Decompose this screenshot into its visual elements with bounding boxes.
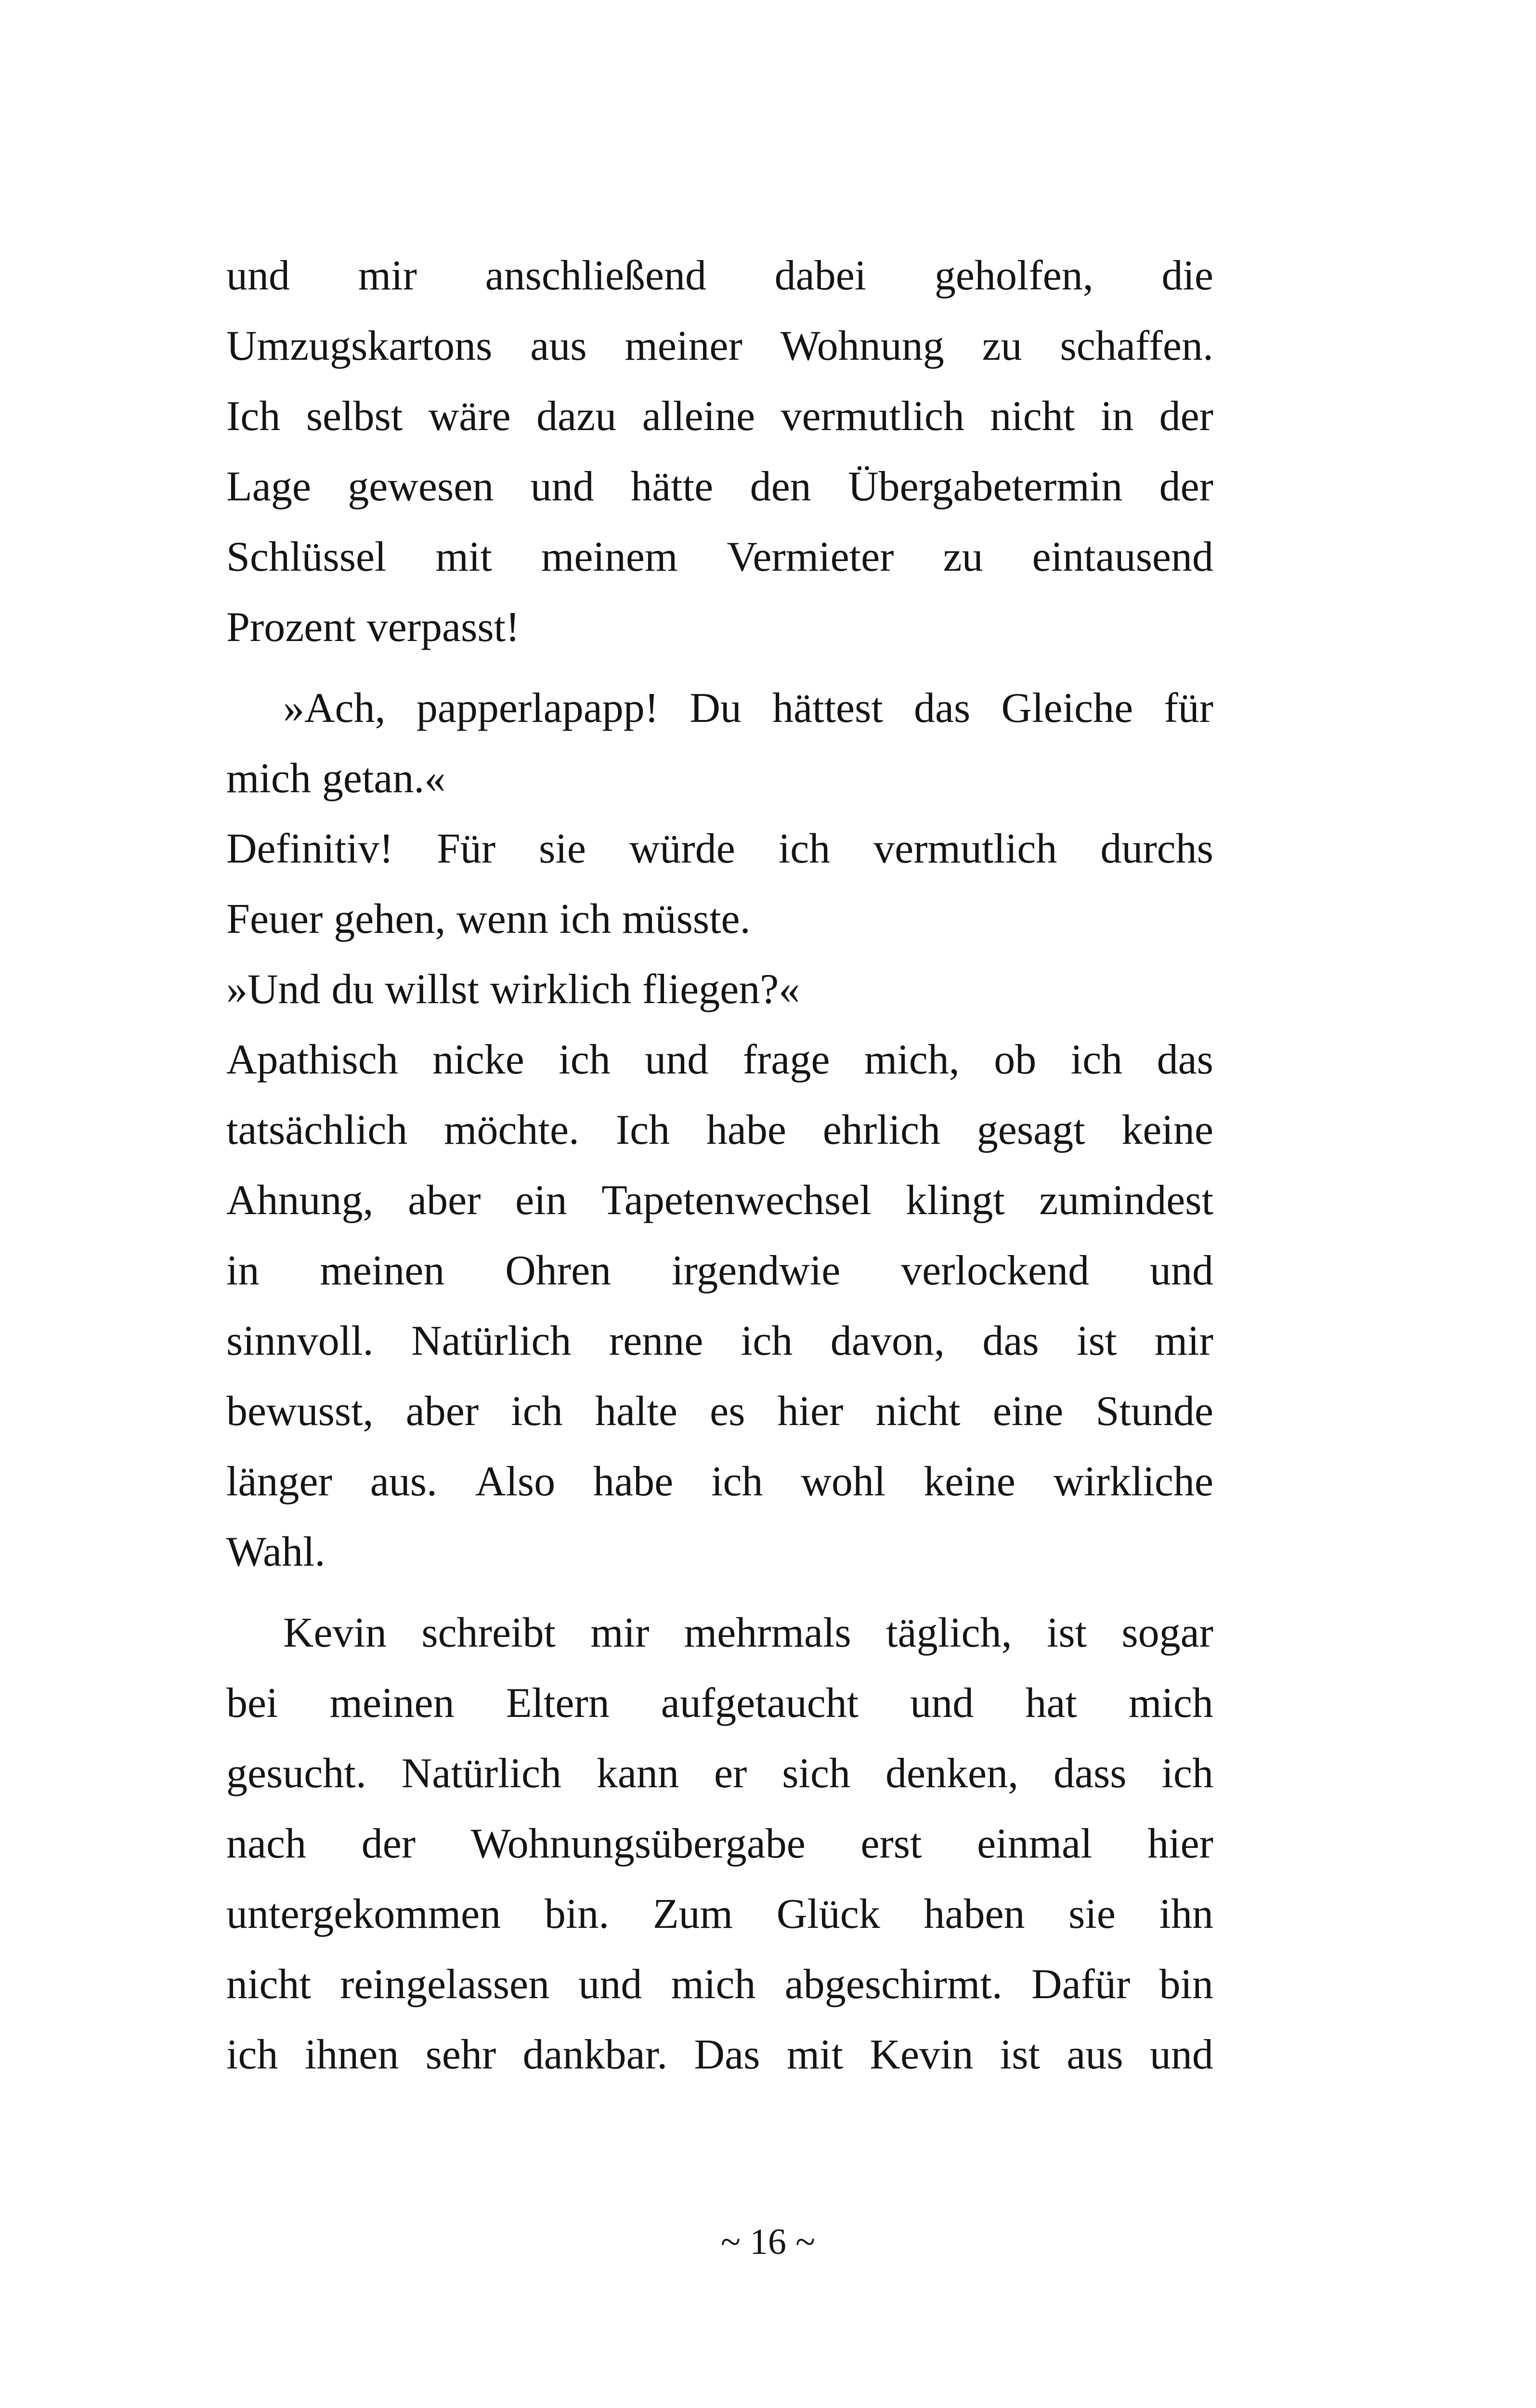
word: ich bbox=[741, 1318, 793, 1364]
word: Du bbox=[690, 685, 742, 732]
word: aber bbox=[405, 1388, 479, 1435]
word: bin. bbox=[544, 1891, 610, 1937]
word: gesagt bbox=[976, 1107, 1085, 1153]
word: müsste. bbox=[622, 896, 751, 942]
word: mich bbox=[226, 755, 311, 802]
text-line bbox=[226, 1025, 1213, 1095]
word: ist bbox=[1046, 1610, 1087, 1656]
word: verpasst! bbox=[366, 604, 520, 651]
word: mich bbox=[1128, 1680, 1213, 1727]
text-line bbox=[226, 2020, 1213, 2090]
word: und bbox=[1149, 2031, 1213, 2078]
word: wirkliche bbox=[1053, 1458, 1213, 1505]
word: ehrlich bbox=[822, 1107, 941, 1153]
word: wirklich bbox=[490, 966, 632, 1013]
word: irgendwie bbox=[672, 1247, 841, 1294]
word: gesucht. bbox=[226, 1750, 366, 1797]
word: und bbox=[1149, 1247, 1213, 1294]
word: eintausend bbox=[1032, 534, 1213, 580]
word: er bbox=[714, 1750, 747, 1797]
word: Also bbox=[475, 1458, 556, 1505]
word: renne bbox=[609, 1318, 703, 1364]
word: Ich bbox=[615, 1107, 670, 1153]
text-line bbox=[226, 1306, 1213, 1376]
text-line bbox=[226, 884, 1213, 955]
word: einmal bbox=[977, 1820, 1093, 1867]
word: meinem bbox=[541, 534, 678, 580]
word: sogar bbox=[1121, 1610, 1213, 1656]
text-line bbox=[226, 1598, 1213, 1668]
word: davon, bbox=[830, 1318, 945, 1364]
word: dass bbox=[1054, 1750, 1127, 1797]
word: meiner bbox=[625, 323, 742, 369]
text-line bbox=[226, 1165, 1213, 1236]
word: ist bbox=[1000, 2031, 1040, 2078]
text-line bbox=[226, 1095, 1213, 1165]
word: bewusst, bbox=[226, 1388, 374, 1435]
word: schaffen. bbox=[1060, 323, 1213, 369]
word: mit bbox=[786, 2031, 844, 2078]
word: mit bbox=[435, 534, 492, 580]
word: dankbar. bbox=[522, 2031, 668, 2078]
word: zu bbox=[982, 323, 1022, 369]
word: Natürlich bbox=[411, 1318, 572, 1364]
text-line bbox=[226, 673, 1213, 744]
word: den bbox=[750, 463, 811, 510]
word: Schlüssel bbox=[226, 534, 387, 580]
word: für bbox=[1164, 685, 1213, 732]
text-line bbox=[226, 1668, 1213, 1739]
word: zumindest bbox=[1039, 1177, 1213, 1224]
word: aus. bbox=[370, 1458, 438, 1505]
word: täglich, bbox=[886, 1610, 1012, 1656]
word: »Und bbox=[226, 966, 321, 1013]
word: mich bbox=[671, 1961, 756, 2008]
word: der bbox=[1159, 463, 1213, 510]
word: nicke bbox=[432, 1036, 524, 1083]
word: wäre bbox=[428, 393, 511, 440]
word: eine bbox=[992, 1388, 1064, 1435]
word: nach bbox=[226, 1820, 307, 1867]
word: Ahnung, bbox=[226, 1177, 374, 1224]
word: ich bbox=[1161, 1750, 1213, 1797]
word: Das bbox=[694, 2031, 760, 2078]
word: keine bbox=[924, 1458, 1015, 1505]
text-line bbox=[226, 1739, 1213, 1809]
text-line bbox=[226, 1236, 1213, 1306]
word: klingt bbox=[906, 1177, 1005, 1224]
word: bin bbox=[1159, 1961, 1213, 2008]
word: durchs bbox=[1100, 825, 1213, 872]
word: bei bbox=[226, 1680, 278, 1727]
word: getan.« bbox=[322, 755, 446, 802]
word: schreibt bbox=[421, 1610, 556, 1656]
word: Eltern bbox=[506, 1680, 610, 1727]
word: papperlapapp! bbox=[416, 685, 659, 732]
word: wenn bbox=[456, 896, 548, 942]
word: habe bbox=[593, 1458, 674, 1505]
word: es bbox=[710, 1388, 745, 1435]
text-line bbox=[226, 592, 1213, 663]
word: hätte bbox=[631, 463, 714, 510]
word: halte bbox=[595, 1388, 677, 1435]
word: mir bbox=[358, 252, 417, 299]
word: hat bbox=[1025, 1680, 1077, 1727]
word: Kevin bbox=[870, 2031, 974, 2078]
word: die bbox=[1161, 252, 1213, 299]
word: aus bbox=[530, 323, 587, 369]
word: ihnen bbox=[304, 2031, 399, 2078]
word: frage bbox=[742, 1036, 830, 1083]
word: sehr bbox=[425, 2031, 496, 2078]
text-line bbox=[226, 241, 1213, 311]
word: verlockend bbox=[901, 1247, 1090, 1294]
word: mehrmals bbox=[684, 1610, 851, 1656]
word: tatsächlich bbox=[226, 1107, 408, 1153]
word: sich bbox=[782, 1750, 851, 1797]
text-line bbox=[226, 381, 1213, 452]
word: ich bbox=[511, 1388, 563, 1435]
word: Wohnung bbox=[780, 323, 944, 369]
word: meinen bbox=[320, 1247, 445, 1294]
word: ihn bbox=[1159, 1891, 1213, 1937]
word: Stunde bbox=[1095, 1388, 1213, 1435]
word: untergekommen bbox=[226, 1891, 501, 1937]
word: und bbox=[530, 463, 594, 510]
word: Umzugskartons bbox=[226, 323, 493, 369]
word: hier bbox=[777, 1388, 844, 1435]
word: nicht bbox=[226, 1961, 311, 2008]
word: das bbox=[982, 1318, 1039, 1364]
word: hier bbox=[1147, 1820, 1213, 1867]
word: Wahl. bbox=[226, 1529, 325, 1575]
word: Ohren bbox=[505, 1247, 612, 1294]
word: Feuer bbox=[226, 896, 323, 942]
word: mir bbox=[1154, 1318, 1213, 1364]
word: möchte. bbox=[444, 1107, 580, 1153]
word: Zum bbox=[652, 1891, 733, 1937]
word: mir bbox=[590, 1610, 650, 1656]
word: Übergabetermin bbox=[848, 463, 1123, 510]
word: Vermieter bbox=[727, 534, 894, 580]
word: mich, bbox=[864, 1036, 960, 1083]
text-line bbox=[226, 522, 1213, 592]
word: alleine bbox=[642, 393, 755, 440]
word: Gleiche bbox=[1001, 685, 1133, 732]
page-number: ~ 16 ~ bbox=[720, 2222, 816, 2262]
word: ob bbox=[994, 1036, 1037, 1083]
body-text bbox=[226, 241, 1213, 2090]
text-line bbox=[226, 1447, 1213, 1517]
word: Glück bbox=[776, 1891, 880, 1937]
word: hättest bbox=[772, 685, 883, 732]
word: ich bbox=[711, 1458, 763, 1505]
word: zu bbox=[943, 534, 983, 580]
text-line bbox=[226, 1879, 1213, 1950]
word: Definitiv! bbox=[226, 825, 394, 872]
word: aufgetaucht bbox=[661, 1680, 859, 1727]
word: du bbox=[331, 966, 374, 1013]
word: ich bbox=[226, 2031, 278, 2078]
word: Natürlich bbox=[401, 1750, 562, 1797]
word: ich bbox=[559, 1036, 611, 1083]
word: sinnvoll. bbox=[226, 1318, 374, 1364]
text-line bbox=[226, 1809, 1213, 1879]
text-line bbox=[226, 1950, 1213, 2020]
word: Lage bbox=[226, 463, 311, 510]
word: wohl bbox=[801, 1458, 886, 1505]
text-line bbox=[226, 814, 1213, 884]
word: vermutlich bbox=[781, 393, 964, 440]
text-line bbox=[226, 744, 1213, 814]
word: ein bbox=[515, 1177, 567, 1224]
word: sie bbox=[539, 825, 586, 872]
word: habe bbox=[706, 1107, 786, 1153]
text-line bbox=[226, 452, 1213, 522]
word: in bbox=[1100, 393, 1134, 440]
word: abgeschirmt. bbox=[784, 1961, 1002, 2008]
word: willst bbox=[385, 966, 479, 1013]
word: Kevin bbox=[283, 1610, 387, 1656]
text-line bbox=[226, 1517, 1213, 1587]
word: würde bbox=[629, 825, 735, 872]
word: fliegen?« bbox=[642, 966, 800, 1013]
word: Apathisch bbox=[226, 1036, 398, 1083]
word: gewesen bbox=[348, 463, 494, 510]
word: ich bbox=[559, 896, 612, 942]
word: meinen bbox=[329, 1680, 455, 1727]
word: anschließend bbox=[485, 252, 706, 299]
text-line bbox=[226, 955, 1213, 1025]
word: Dafür bbox=[1031, 1961, 1131, 2008]
word: der bbox=[1159, 393, 1213, 440]
word: gehen, bbox=[334, 896, 446, 942]
word: keine bbox=[1121, 1107, 1213, 1153]
word: in bbox=[226, 1247, 260, 1294]
word: Tapetenwechsel bbox=[601, 1177, 872, 1224]
word: und bbox=[910, 1680, 974, 1727]
word: haben bbox=[924, 1891, 1025, 1937]
word: ich bbox=[778, 825, 831, 872]
word: dazu bbox=[536, 393, 617, 440]
word: dabei bbox=[774, 252, 867, 299]
word: denken, bbox=[885, 1750, 1019, 1797]
word: selbst bbox=[306, 393, 403, 440]
word: kann bbox=[596, 1750, 679, 1797]
word: ich bbox=[1070, 1036, 1123, 1083]
word: und bbox=[578, 1961, 642, 2008]
word: nicht bbox=[875, 1388, 961, 1435]
word: Prozent bbox=[226, 604, 356, 651]
word: aus bbox=[1067, 2031, 1123, 2078]
text-line bbox=[226, 311, 1213, 381]
word: vermutlich bbox=[873, 825, 1057, 872]
word: länger bbox=[226, 1458, 332, 1505]
word: und bbox=[226, 252, 290, 299]
word: reingelassen bbox=[340, 1961, 550, 2008]
word: Ich bbox=[226, 393, 281, 440]
word: das bbox=[914, 685, 971, 732]
word: der bbox=[361, 1820, 416, 1867]
word: Wohnungsübergabe bbox=[470, 1820, 806, 1867]
word: und bbox=[645, 1036, 709, 1083]
word: nicht bbox=[990, 393, 1075, 440]
word: geholfen, bbox=[934, 252, 1093, 299]
word: das bbox=[1157, 1036, 1213, 1083]
word: sie bbox=[1068, 1891, 1116, 1937]
word: aber bbox=[408, 1177, 481, 1224]
text-line bbox=[226, 1376, 1213, 1447]
word: Für bbox=[436, 825, 496, 872]
word: erst bbox=[860, 1820, 922, 1867]
word: ist bbox=[1077, 1318, 1117, 1364]
word: »Ach, bbox=[283, 685, 386, 732]
